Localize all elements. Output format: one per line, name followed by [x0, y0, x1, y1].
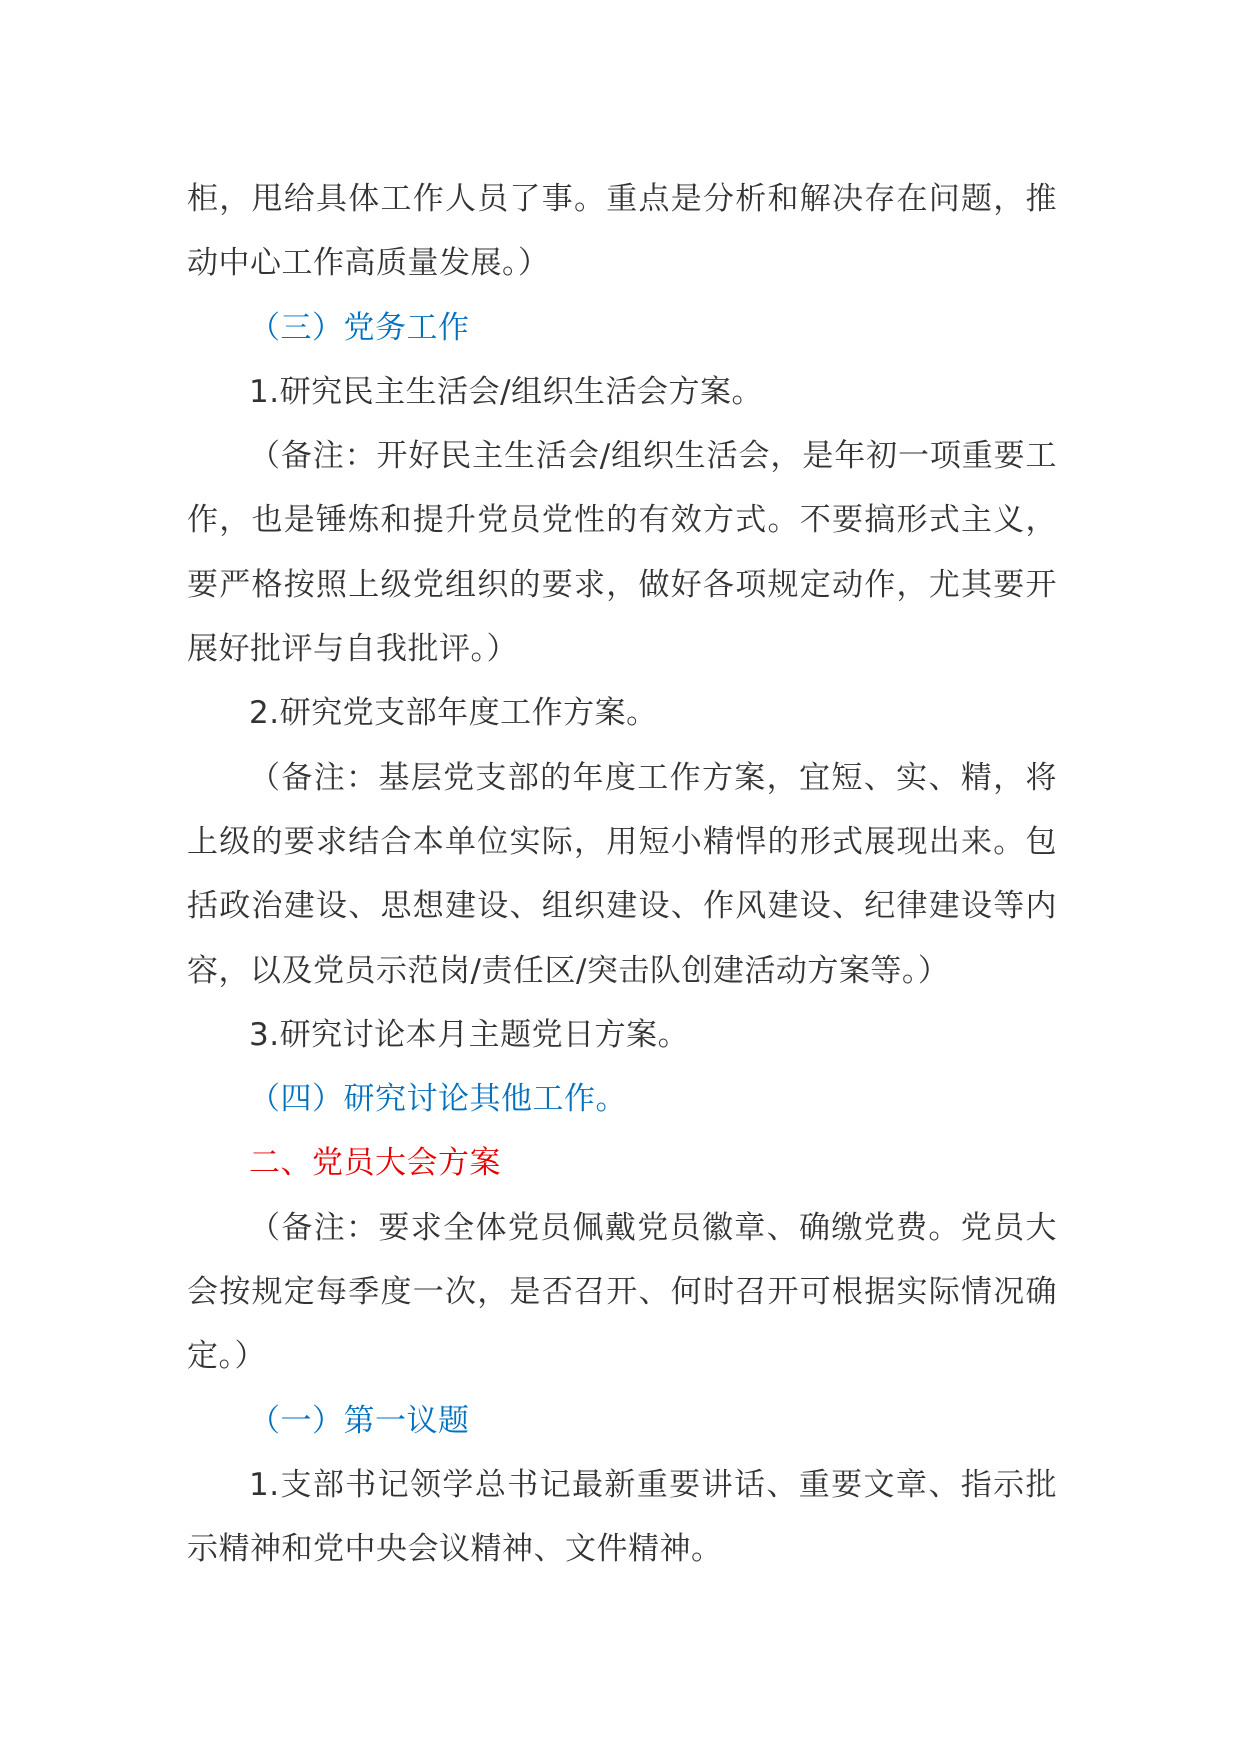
list-item-democratic-life-meeting: 1.研究民主生活会/组织生活会方案。 [249, 373, 764, 410]
section-heading-party-affairs: （三）党务工作 [249, 309, 470, 346]
list-item-study-speeches: 1.支部书记领学总书记最新重要讲话、重要文章、指示批示精神和党中央会议精神、文件精神。 [187, 1466, 1057, 1568]
section-heading-party-member-meeting: 二、党员大会方案 [249, 1145, 501, 1182]
document-body [187, 167, 1057, 1582]
note-party-member-meeting: （备注：要求全体党员佩戴党员徽章、确缴党费。党员大会按规定每季度一次，是否召开、何时召开可根据实际情况确定。） [187, 1209, 1057, 1375]
list-item-annual-work-plan: 2.研究党支部年度工作方案。 [249, 695, 658, 732]
section-heading-first-topic: （一）第一议题 [249, 1402, 470, 1439]
note-democratic-life-meeting: （备注：开好民主生活会/组织生活会，是年初一项重要工作，也是锤炼和提升党员党性的有效方式。不要搞形式主义，要严格按照上级党组织的要求，做好各项规定动作，尤其要开展好批评与自我批评。） [187, 438, 1057, 668]
section-heading-other-work: （四）研究讨论其他工作。 [249, 1081, 627, 1118]
note-annual-work-plan: （备注：基层党支部的年度工作方案，宜短、实、精，将上级的要求结合本单位实际，用短小精悍的形式展现出来。包括政治建设、思想建设、组织建设、作风建设、纪律建设等内容，以及党员示范岗/责任区/突击队创建活动方案等。） [187, 759, 1057, 989]
paragraph-continuation: 柜，甩给具体工作人员了事。重点是分析和解决存在问题，推动中心工作高质量发展。） [187, 181, 1057, 282]
list-item-theme-party-day: 3.研究讨论本月主题党日方案。 [249, 1016, 690, 1053]
